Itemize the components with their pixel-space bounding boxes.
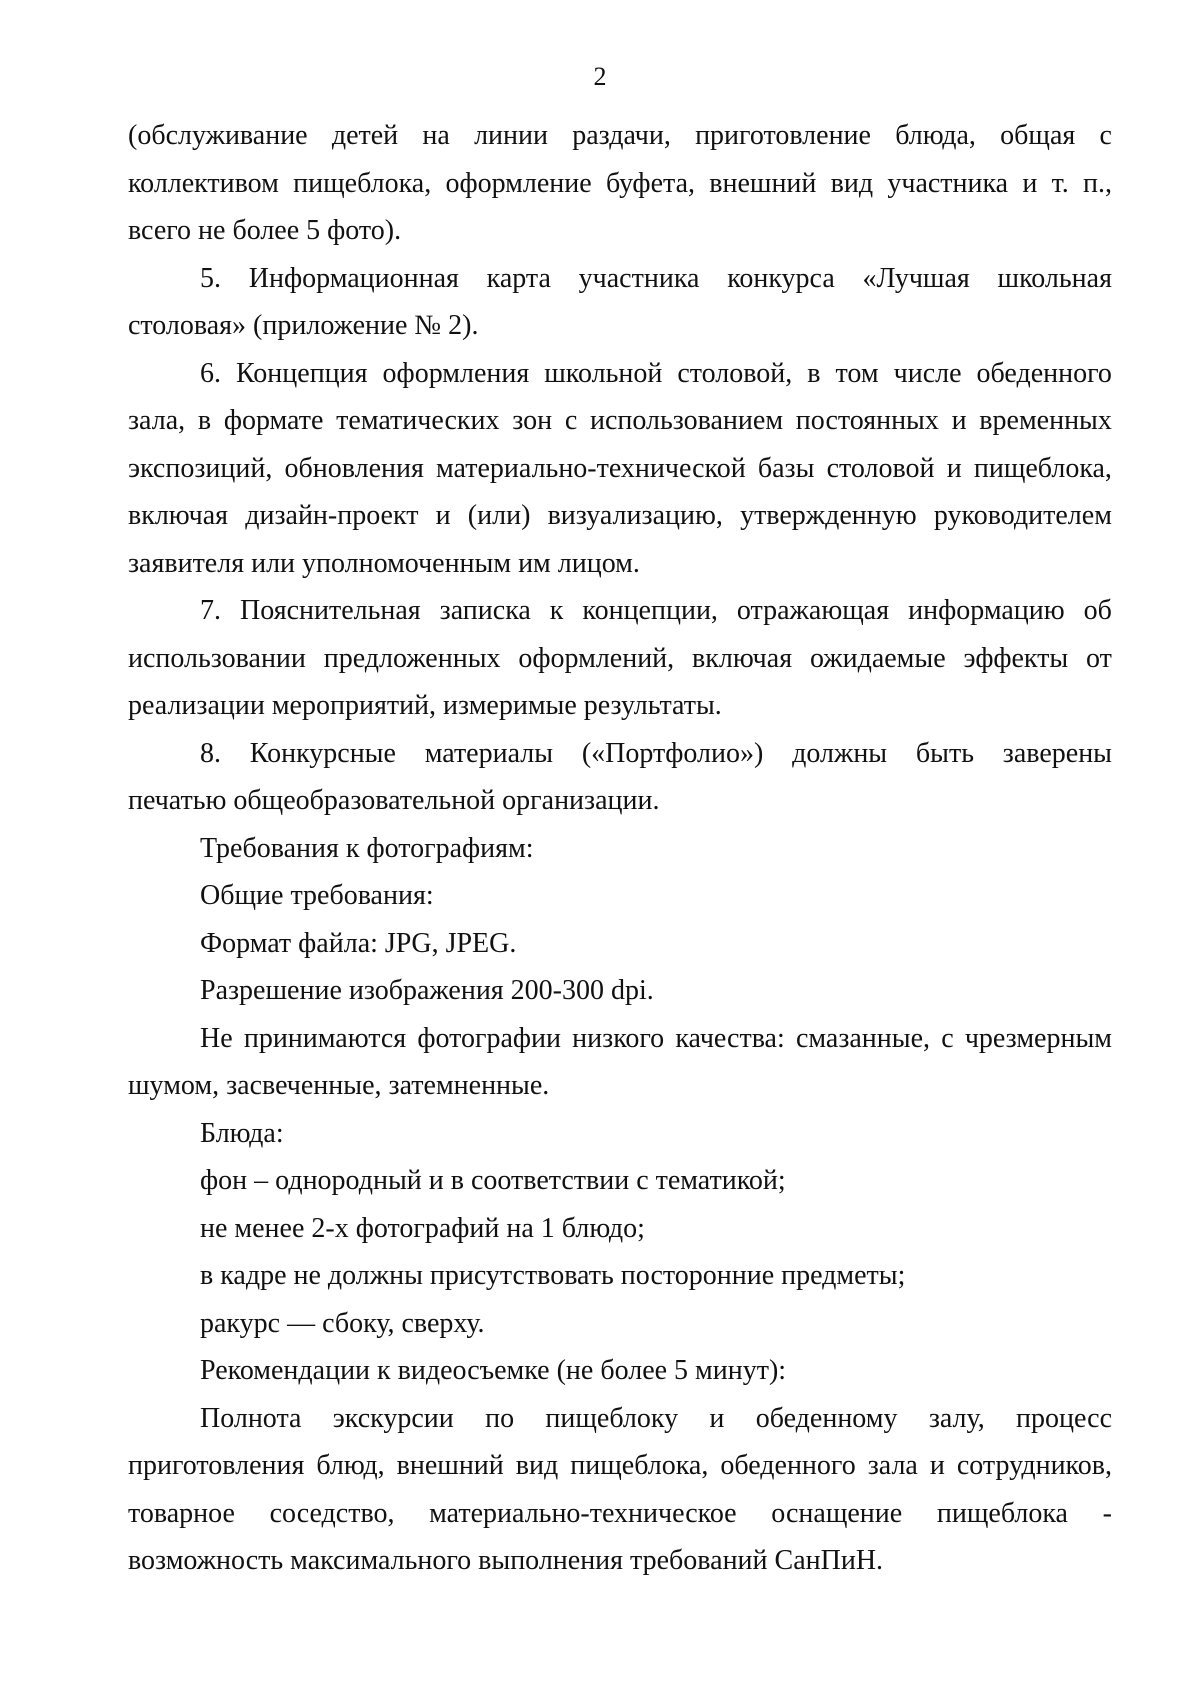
text-line: печатью общеобразовательной организации. bbox=[128, 785, 660, 816]
dishes-rule-line: не менее 2-х фотографий на 1 блюдо; bbox=[200, 1212, 645, 1244]
item-6-line: 6. Концепция оформления школьной столовой, в том числе обеденного bbox=[200, 357, 1112, 389]
dishes-rule-line: в кадре не должны присутствовать посторонние предметы; bbox=[200, 1260, 906, 1291]
quality-line: Не принимаются фотографии низкого качества: смазанные, с чрезмерным bbox=[200, 1022, 1112, 1054]
resolution-line: Разрешение изображения 200-300 dpi. bbox=[200, 975, 654, 1006]
text-line: товарное соседство, материально-техническое оснащение пищеблока - bbox=[128, 1497, 1112, 1529]
text-line: зала, в формате тематических зон с использованием постоянных и временных bbox=[128, 405, 1112, 436]
text-line: приготовления блюд, внешний вид пищеблока, обеденного зала и сотрудников, bbox=[128, 1450, 1112, 1481]
document-body bbox=[128, 112, 1112, 1585]
text-line: экспозиций, обновления материально-технической базы столовой и пищеблока, bbox=[128, 452, 1112, 484]
photo-requirements-heading: Требования к фотографиям: bbox=[200, 832, 534, 864]
text-line: использовании предложенных оформлений, включая ожидаемые эффекты от bbox=[128, 642, 1112, 674]
item-5-line: 5. Информационная карта участника конкурса «Лучшая школьная bbox=[200, 262, 1112, 294]
text-line: коллективом пищеблока, оформление буфета, внешний вид участника и т. п., bbox=[128, 167, 1112, 199]
page-number: 2 bbox=[593, 62, 607, 91]
text-line: включая дизайн-проект и (или) визуализацию, утвержденную руководителем bbox=[128, 500, 1112, 531]
text-line: столовая» (приложение № 2). bbox=[128, 310, 479, 341]
item-8-line: 8. Конкурсные материалы («Портфолио») должны быть заверены bbox=[200, 737, 1112, 769]
text-line: реализации мероприятий, измеримые результаты. bbox=[128, 690, 722, 721]
text-line: возможность максимального выполнения требований СанПиН. bbox=[128, 1545, 884, 1576]
text-line: всего не более 5 фото). bbox=[128, 215, 402, 246]
general-requirements-heading: Общие требования: bbox=[200, 880, 434, 911]
video-text-line: Полнота экскурсии по пищеблоку и обеденному залу, процесс bbox=[200, 1402, 1112, 1434]
dishes-rule-line: фон – однородный и в соответствии с тематикой; bbox=[200, 1165, 786, 1196]
item-7-line: 7. Пояснительная записка к концепции, отражающая информацию об bbox=[200, 595, 1112, 626]
text-line: шумом, засвеченные, затемненные. bbox=[128, 1070, 550, 1101]
dishes-heading: Блюда: bbox=[200, 1117, 284, 1149]
dishes-rule-line: ракурс — сбоку, сверху. bbox=[200, 1307, 485, 1339]
text-line: (обслуживание детей на линии раздачи, приготовление блюда, общая с bbox=[128, 120, 1112, 151]
file-format-line: Формат файла: JPG, JPEG. bbox=[200, 927, 517, 959]
text-line: заявителя или уполномоченным им лицом. bbox=[128, 547, 640, 579]
video-recommendations-heading: Рекомендации к видеосъемке (не более 5 минут): bbox=[200, 1355, 787, 1386]
